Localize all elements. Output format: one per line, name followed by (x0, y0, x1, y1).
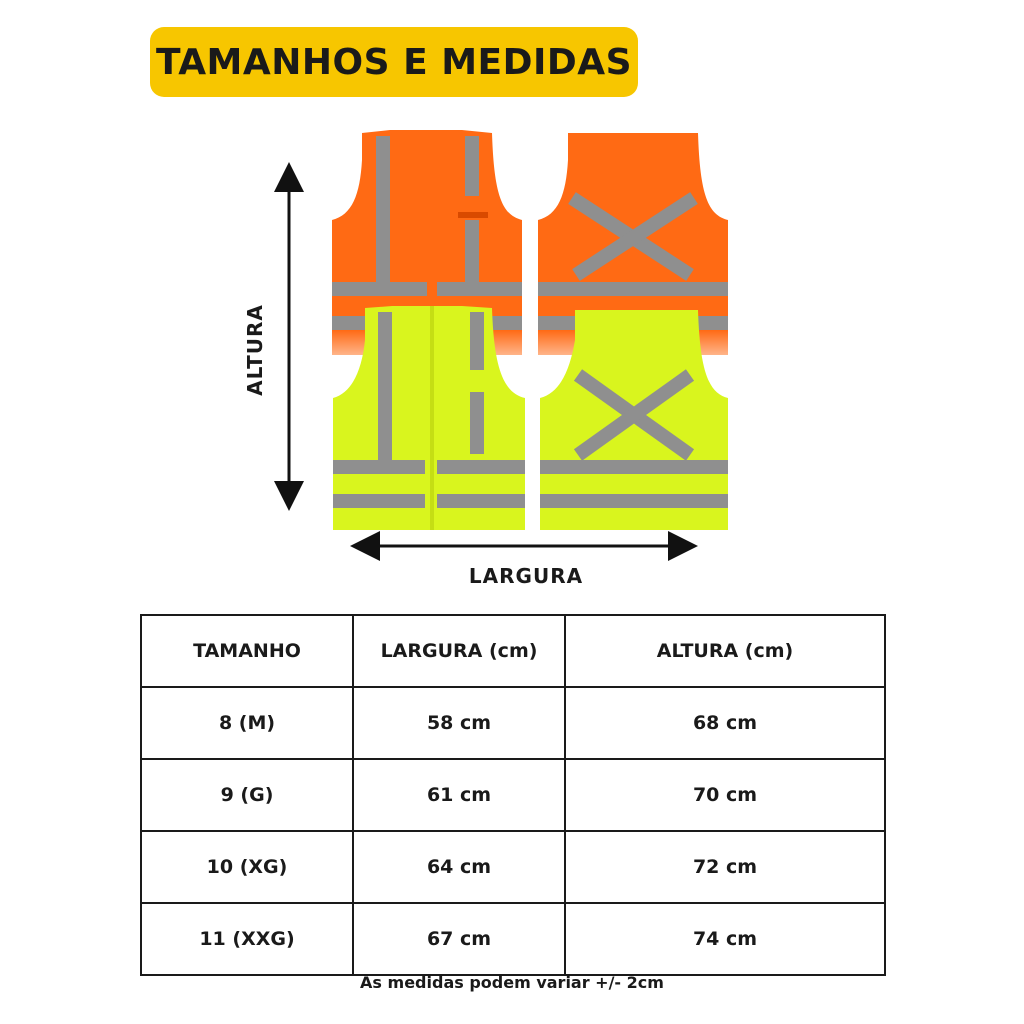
table-row (141, 687, 885, 759)
table-row (141, 903, 885, 975)
table-row (141, 759, 885, 831)
cell-size: 8 (M) (141, 687, 353, 759)
cell-height: 68 cm (565, 687, 885, 759)
cell-height: 70 cm (565, 759, 885, 831)
page-title: TAMANHOS E MEDIDAS (155, 41, 633, 83)
cell-height: 72 cm (565, 831, 885, 903)
header-size: TAMANHO (141, 615, 353, 687)
width-label: LARGURA (468, 564, 584, 588)
cell-width: 67 cm (353, 903, 565, 975)
table-row (141, 831, 885, 903)
cell-width: 64 cm (353, 831, 565, 903)
height-label: ALTURA (243, 304, 267, 396)
header-width: LARGURA (cm) (353, 615, 565, 687)
cell-size: 10 (XG) (141, 831, 353, 903)
cell-height: 74 cm (565, 903, 885, 975)
cell-size: 9 (G) (141, 759, 353, 831)
cell-width: 61 cm (353, 759, 565, 831)
size-table (140, 614, 886, 976)
header-height: ALTURA (cm) (565, 615, 885, 687)
measurement-note: As medidas podem variar +/- 2cm (360, 973, 664, 992)
table-header-row (141, 615, 885, 687)
cell-size: 11 (XXG) (141, 903, 353, 975)
cell-width: 58 cm (353, 687, 565, 759)
